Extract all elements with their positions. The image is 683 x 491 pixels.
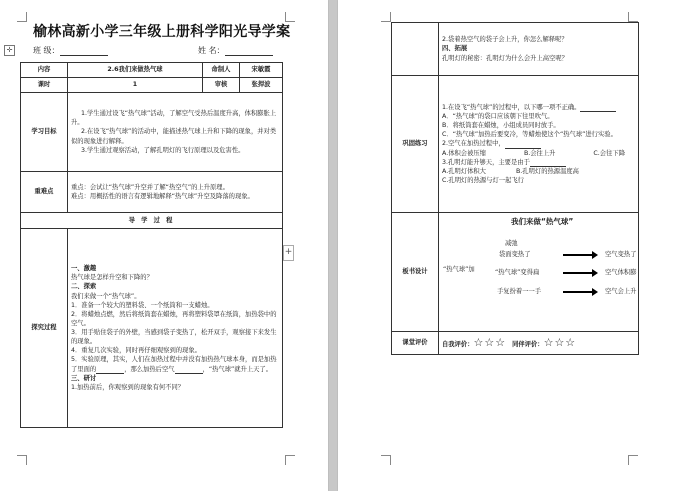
question-option: C.会往下降 [593, 149, 625, 157]
content-value: 2.6我们来做热气球 [68, 63, 203, 78]
objectives-content [68, 93, 283, 172]
crop-mark-bottom-right [628, 455, 638, 465]
keypoints-content [68, 172, 283, 213]
practice-content [439, 76, 639, 213]
explore-text: ，“热气球”就升上天了。 [202, 365, 273, 373]
extension-label-cell [392, 23, 439, 76]
board-arrow [563, 291, 593, 293]
keypoint-item: 重点：会试让“热气球”升空并了解“热空气”的上升原理。 [71, 183, 229, 191]
fill-blank[interactable] [96, 367, 124, 374]
question-option: A．“热气球”的袋口应该朝下往里吹气。 [442, 113, 554, 121]
name-field [198, 45, 273, 56]
explore-step: 4．重复几次实验，同时再仔细观察到的现象。 [71, 347, 201, 355]
crop-mark-top-left [17, 12, 27, 22]
self-eval-label: 自我评价： [442, 341, 474, 349]
explore-line: 热气球是怎样升空和下降的？ [71, 274, 153, 282]
crop-mark-bottom-right [285, 455, 295, 465]
explore-line: 1.加热前后，你观察到的现象有何不同？ [71, 383, 185, 391]
section-heading: 四、拓展 [442, 45, 468, 53]
study-plan-table-continued [391, 22, 639, 355]
reviewer-label: 审核 [203, 78, 240, 93]
practice-row [392, 76, 639, 213]
question-1 [442, 103, 635, 112]
extension-line: 2.袋着热空气的袋子会上升，你怎么解释呢？ [442, 36, 568, 44]
objectives-label: 学习目标 [21, 93, 68, 172]
study-plan-table [20, 62, 283, 428]
crop-mark-top-right [628, 12, 638, 22]
peer-eval-label: 同伴评价： [512, 341, 544, 349]
extension-line: 孔明灯的秘密：孔明灯为什么会升上高空呢？ [442, 54, 568, 62]
reviewer-value: 张捍波 [240, 78, 283, 93]
explore-line: 我们来做一个“热气球”。 [71, 292, 141, 300]
document-page-1 [0, 0, 328, 491]
header-row-content [21, 63, 283, 78]
answer-blank[interactable] [530, 160, 566, 167]
add-row-icon[interactable]: + [283, 245, 294, 261]
board-right-row: 空气会上升 [605, 288, 637, 295]
question-text: 2.空气在加热过程中， [442, 140, 505, 148]
section-heading: 一、激趣 [71, 265, 97, 273]
explore-row [21, 229, 283, 428]
explore-step: 2．将蜡烛点燃，然后将纸筒套在蜡烛，再将塑料袋罩在纸筒，加热袋中的空气。 [71, 310, 277, 327]
extension-row [392, 23, 639, 76]
board-arrow [563, 254, 593, 256]
board-right-row: 空气变热了 [605, 251, 637, 258]
crop-mark-bottom-left [381, 455, 391, 465]
header-row-period [21, 78, 283, 93]
objective-item: 3.学生通过观察活动，了解孔明灯的飞行原理以及危害性。 [81, 146, 245, 154]
keypoints-row [21, 172, 283, 213]
evaluation-content [439, 332, 639, 355]
guide-header: 导 学 过 程 [21, 213, 283, 229]
question-option: C．“热气球”加热后要变冷，等蜡烛使这个“热气球”进行实验。 [442, 131, 617, 139]
explore-step-fill-in [71, 355, 279, 373]
question-text: 1.在设飞“热气球”的过程中，以下哪一项不正确。 [442, 103, 581, 111]
keypoint-item: 难点：用概括性的语言有逻辑地解释“热气球”升空及降落的现象。 [71, 193, 254, 200]
question-option: B.会往上升 [523, 149, 556, 157]
board-right-row: 空气体积膨 [605, 269, 637, 276]
question-option: B.孔明灯的热源温度高 [515, 167, 579, 175]
board-center: “热气球”加 [443, 266, 475, 273]
board-content [439, 213, 639, 332]
section-heading: 二、探索 [71, 283, 97, 291]
board-title: 我们来做“热气球” [511, 217, 574, 226]
crop-mark-top-left [381, 12, 391, 22]
objectives-row [21, 93, 283, 172]
period-value: 1 [68, 78, 203, 93]
objective-item: 2.在设飞“热气球”的活动中，能描述热气球上升和下降的现象，并对类似的现象进行解释。 [71, 128, 277, 145]
document-title: 榆林高新小学三年级上册科学阳光导学案 [33, 24, 291, 40]
question-2 [442, 139, 635, 148]
explore-content [68, 229, 283, 428]
question-3-options [442, 167, 635, 176]
board-arrow [563, 272, 593, 274]
question-option: C.孔明灯的热源与灯一起飞行 [442, 176, 524, 184]
practice-label: 巩固练习 [392, 76, 439, 213]
author-label: 命制人 [203, 63, 240, 78]
content-label: 内容 [21, 63, 68, 78]
board-note: 减弛 [505, 240, 518, 247]
keypoints-label: 重难点 [21, 172, 68, 213]
section-heading: 三、研讨 [71, 374, 97, 382]
answer-blank[interactable] [505, 142, 541, 149]
peer-eval-stars-icon[interactable]: ☆☆☆ [543, 336, 577, 350]
question-option: A.孔明灯体积大 [442, 167, 486, 175]
class-label: 班 级： [33, 46, 60, 55]
explore-step: 1．准备一个较大的塑料袋、一个纸筒和一支蜡烛。 [71, 301, 214, 309]
explore-text: 5．实验原理，其实，人们在加热过程中并没有加热热气球本身，而是加热了里面的 [71, 356, 277, 373]
question-text: 3.孔明灯能升够天，主要是由于 [442, 158, 530, 166]
explore-text: ，那么加热后空气 [124, 365, 175, 373]
name-blank[interactable] [225, 47, 273, 56]
board-left-row: 袋面变热了 [499, 251, 531, 258]
author-value: 宋敏霞 [240, 63, 283, 78]
guide-header-row [21, 213, 283, 229]
class-blank[interactable] [60, 47, 108, 56]
answer-blank[interactable] [580, 105, 616, 112]
question-option: B．将纸筒套在蜡烛，小组成员同时放手。 [442, 122, 560, 130]
self-eval-stars-icon[interactable]: ☆☆☆ [473, 336, 507, 350]
explore-label: 探究过程 [21, 229, 68, 428]
class-field [33, 45, 108, 56]
question-3 [442, 158, 635, 167]
board-left-row: 手复扮着一一手 [497, 288, 542, 295]
question-option: A.体积会被压缩 [442, 149, 486, 157]
evaluation-label: 课堂评价 [392, 332, 439, 355]
crop-mark-bottom-left [17, 455, 27, 465]
objective-item: 1.学生通过设飞“热气球”活动，了解空气受热后温度升高，体积膨胀上升。 [71, 110, 277, 127]
board-design [439, 213, 638, 331]
board-left-row: “热气球”变得扁 [495, 269, 540, 276]
document-page-2 [338, 0, 683, 491]
evaluation-row [392, 332, 639, 355]
question-2-options [442, 149, 635, 158]
explore-step: 3．用手贴住袋子的外壁，当感到袋子变热了，松开双手，观察接下来发生的现象。 [71, 329, 277, 346]
period-label: 课时 [21, 78, 68, 93]
table-move-handle-icon[interactable]: ✛ [4, 45, 15, 56]
fill-blank[interactable] [175, 367, 203, 374]
board-label: 板书设计 [392, 213, 439, 332]
name-label: 姓 名： [198, 46, 225, 55]
board-row [392, 213, 639, 332]
extension-content [439, 23, 639, 76]
